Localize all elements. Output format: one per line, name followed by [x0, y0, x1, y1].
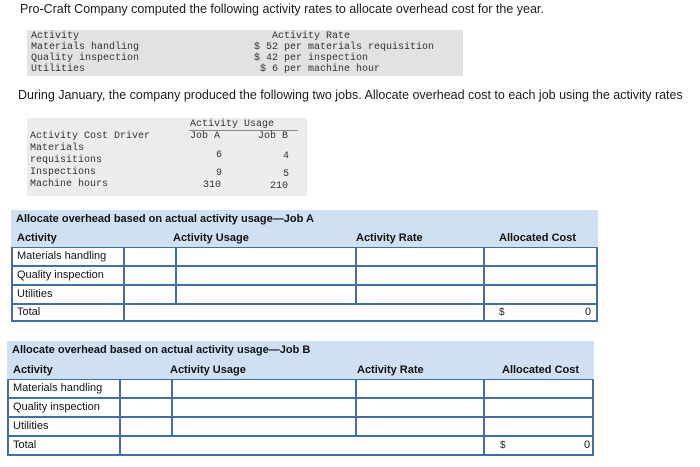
rate-header-rate: Activity Rate [272, 31, 351, 42]
usage-a-1: 6 [216, 150, 223, 161]
job-a-grid [11, 210, 598, 322]
job-a-title: Allocate overhead based on actual activity usage—Job A [16, 213, 314, 225]
job-b-row-materials: Materials handling [13, 382, 103, 394]
job-a-col-rate: Activity Rate [356, 232, 423, 244]
job-b-row-total: Total [13, 439, 37, 451]
job-a-quality-blank [125, 267, 175, 284]
job-b-utilities-rate-input[interactable] [357, 418, 483, 435]
job-b-utilities-blank [121, 418, 171, 435]
rate-value-1: $ 52 per materials requisition [254, 42, 435, 53]
job-b-total-value: 0 [584, 439, 591, 451]
job-a-quality-cost-input[interactable] [485, 267, 596, 284]
job-a-col-usage: Activity Usage [173, 232, 249, 244]
job-b-row-utilities: Utilities [13, 420, 49, 432]
job-b-row-quality: Quality inspection [13, 401, 100, 413]
job-a-col-cost: Allocated Cost [499, 232, 577, 244]
job-a-total-dollar: $ [499, 307, 505, 318]
rate-header-activity: Activity [31, 31, 80, 42]
job-b-materials-blank [121, 380, 171, 397]
usage-a-2: 9 [216, 168, 223, 179]
rate-activity-2: Quality inspection [31, 53, 140, 64]
usage-driver-1b: requisitions [30, 155, 103, 166]
job-a-total-blank [125, 305, 483, 320]
job-b-quality-cost-input[interactable] [485, 399, 592, 416]
job-b-utilities-cost-input[interactable] [485, 418, 592, 435]
job-b-materials-cost-input[interactable] [485, 380, 592, 397]
job-b-materials-rate-input[interactable] [357, 380, 483, 397]
intro-text: Pro-Craft Company computed the following activity rates to allocate overhead cost for the year. [20, 2, 544, 16]
job-a-col-activity: Activity [17, 232, 57, 244]
job-a-materials-blank [125, 248, 175, 265]
usage-b-3: 210 [270, 181, 289, 192]
job-b-utilities-usage-input[interactable] [173, 418, 355, 435]
rate-value-2: $ 42 per inspection [254, 53, 369, 64]
job-a-quality-rate-input[interactable] [357, 267, 483, 284]
job-a-quality-usage-input[interactable] [177, 267, 355, 284]
job-a-materials-usage-input[interactable] [177, 248, 355, 265]
job-b-materials-usage-input[interactable] [173, 380, 355, 397]
usage-col-b: Job B [258, 131, 289, 142]
usage-driver-3: Machine hours [30, 179, 109, 190]
job-b-col-cost: Allocated Cost [502, 364, 580, 376]
job-a-utilities-blank [125, 286, 175, 303]
usage-title: Activity Usage [190, 119, 275, 130]
rate-activity-1: Materials handling [31, 42, 140, 53]
rate-value-3: $ 6 per machine hour [260, 64, 381, 75]
job-a-materials-rate-input[interactable] [357, 248, 483, 265]
usage-col-a: Job A [190, 131, 221, 142]
rate-activity-3: Utilities [31, 64, 86, 75]
job-b-col-usage: Activity Usage [170, 364, 246, 376]
job-b-quality-rate-input[interactable] [357, 399, 483, 416]
job-a-row-quality: Quality inspection [17, 269, 104, 281]
job-b-col-activity: Activity [13, 364, 53, 376]
intro2-text: During January, the company produced the following two jobs. Allocate overhead cost to each job using the activity rates [18, 88, 683, 102]
usage-driver-1a: Materials [30, 143, 85, 154]
job-b-total-dollar: $ [500, 440, 506, 451]
job-a-total-value: 0 [585, 306, 592, 318]
job-a-row-total: Total [17, 306, 41, 318]
job-a-utilities-usage-input[interactable] [177, 286, 355, 303]
job-a-utilities-cost-input[interactable] [485, 286, 596, 303]
job-a-utilities-rate-input[interactable] [357, 286, 483, 303]
usage-b-1: 4 [283, 151, 290, 162]
job-b-col-rate: Activity Rate [357, 364, 424, 376]
usage-driver-2: Inspections [30, 167, 97, 178]
job-a-materials-cost-input[interactable] [485, 248, 596, 265]
usage-col-driver: Activity Cost Driver [30, 131, 151, 142]
job-b-quality-usage-input[interactable] [173, 399, 355, 416]
job-a-row-utilities: Utilities [17, 288, 53, 300]
job-b-total-blank [121, 437, 483, 454]
job-a-row-materials: Materials handling [17, 250, 107, 262]
job-b-title: Allocate overhead based on actual activity usage—Job B [12, 344, 311, 356]
usage-b-2: 5 [283, 169, 290, 180]
job-b-quality-blank [121, 399, 171, 416]
usage-a-3: 310 [203, 180, 222, 191]
job-b-grid [7, 341, 594, 456]
